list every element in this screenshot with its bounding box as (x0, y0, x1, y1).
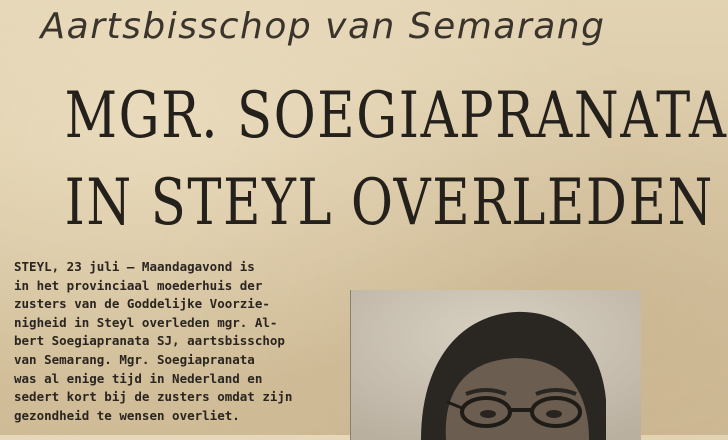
article-line: zusters van de Goddelijke Voorzie- (14, 296, 270, 312)
article-line: STEYL, 23 juli — Maandagavond is (14, 259, 255, 274)
article-line: van Semarang. Mgr. Soegiapranata (14, 351, 255, 367)
article-line: in het provinciaal moederhuis der (14, 277, 263, 293)
article-line: nigheid in Steyl overleden mgr. Al- (14, 314, 278, 330)
headline-line-2: IN STEYL OVERLEDEN (64, 166, 714, 240)
article-body (14, 258, 344, 425)
article-line: was al enige tijd in Nederland en (14, 370, 263, 386)
article-line: sedert kort bij de zusters omdat zijn (14, 389, 293, 405)
kicker-title: Aartsbisschop van Semarang (40, 6, 606, 47)
article-line: gezondheid te wensen overliet. (14, 407, 240, 423)
article-line: bert Soegiapranata SJ, aartsbisschop (14, 333, 285, 349)
headline-line-1: MGR. SOEGIAPRANATA (64, 79, 728, 153)
portrait-photo (350, 290, 641, 440)
